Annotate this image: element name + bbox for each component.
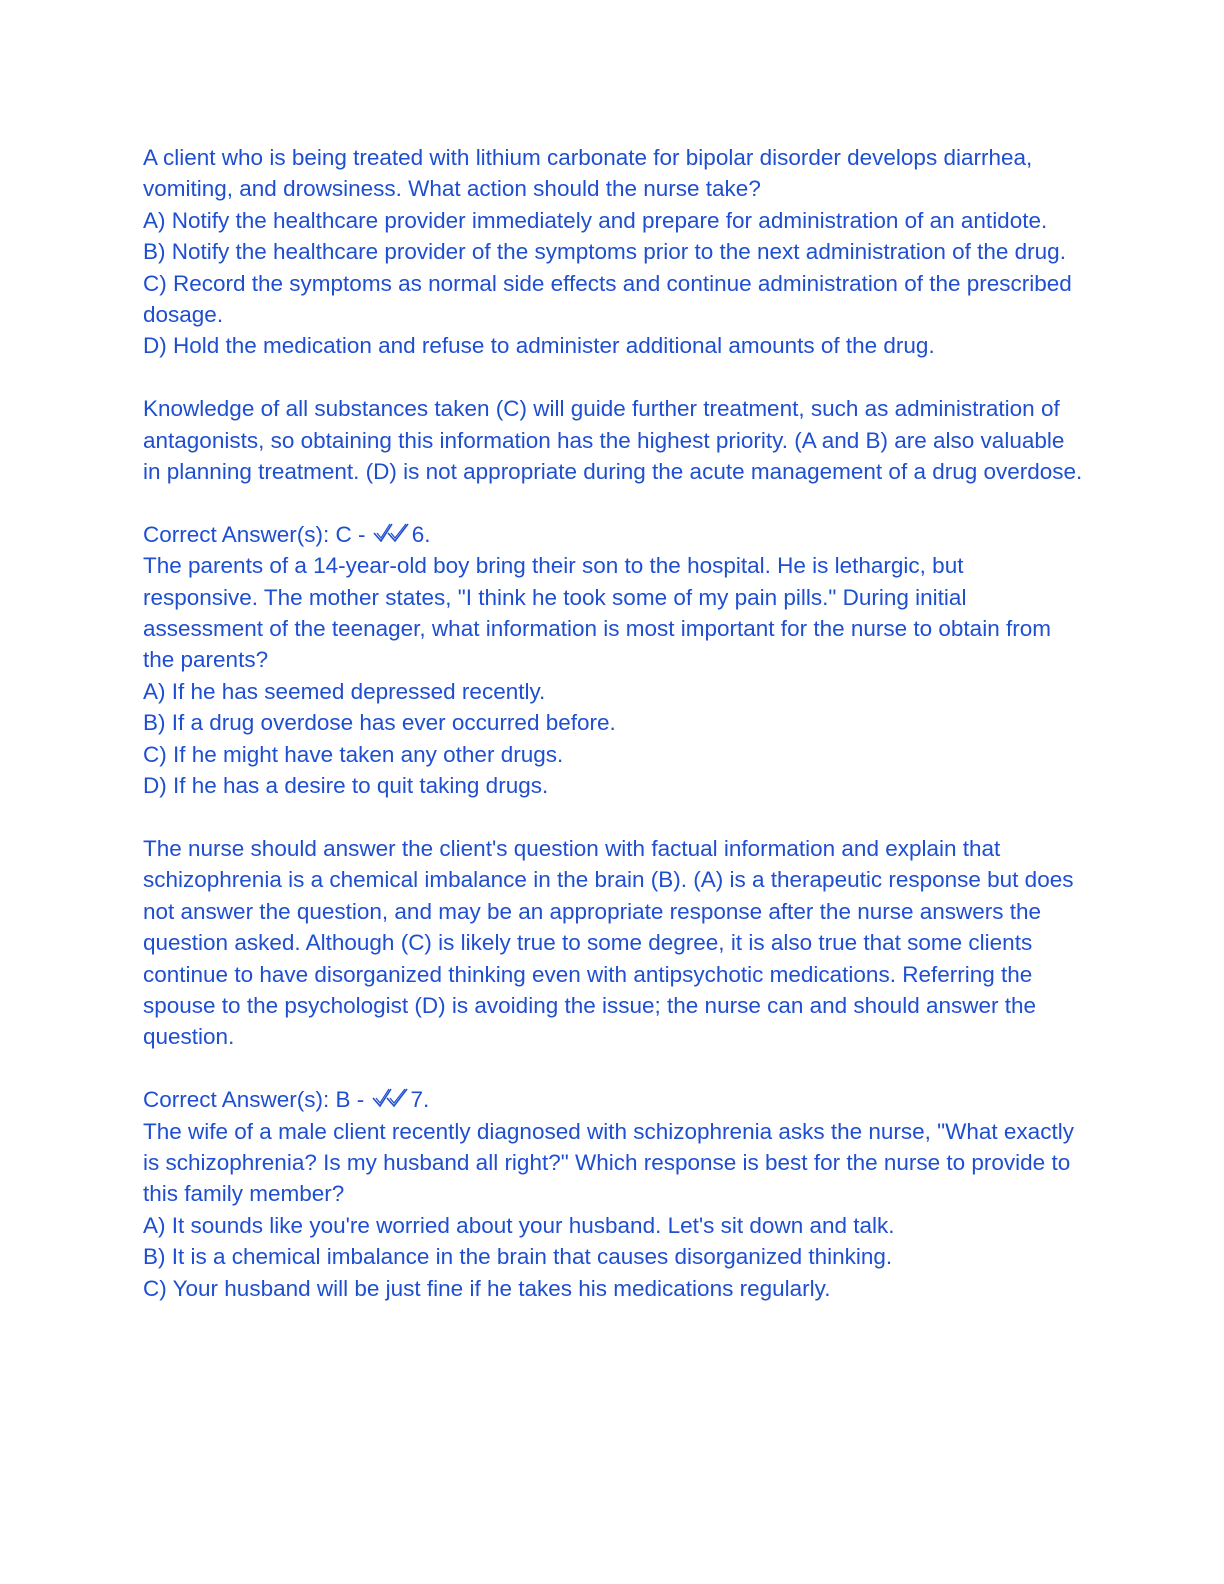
spacer <box>143 1053 1083 1084</box>
question-6-rationale: The nurse should answer the client's question with factual information and explain that schizophrenia is a chemical imbalance in the brain (B). (A) is a therapeutic response but does not answer the question, and may be an appropriate response after the nurse answers the question asked. Although (C) is likely true to some degree, it is also true that some clients continue to have disorganized thinking even with antipsychotic medications. Referring the spouse to the psychologist (D) is avoiding the issue; the nurse can and should answer the question. <box>143 835 1074 1050</box>
question-5-option-b: B) Notify the healthcare provider of the symptoms prior to the next administration of the drug. <box>143 239 1066 265</box>
spacer <box>143 802 1083 833</box>
question-6-stem: The parents of a 14-year-old boy bring their son to the hospital. He is lethargic, but responsive. The mother states, "I think he took some of my pain pills." During initial assessment of the teenager, what information is most important for the nurse to obtain from the parents? <box>143 553 1051 673</box>
question-6-option-a: A) If he has seemed depressed recently. <box>143 678 546 704</box>
question-7-option-a: A) It sounds like you're worried about your husband. Let's sit down and talk. <box>143 1212 895 1238</box>
next-question-number: 6. <box>411 521 431 547</box>
double-check-icon <box>371 1086 411 1110</box>
answer-label: Correct Answer(s): C - <box>143 521 372 547</box>
answer-label: Correct Answer(s): B - <box>143 1087 371 1113</box>
question-6-option-d: D) If he has a desire to quit taking drugs. <box>143 773 549 799</box>
question-7-option-b: B) It is a chemical imbalance in the brain that causes disorganized thinking. <box>143 1244 893 1270</box>
question-5-option-d: D) Hold the medication and refuse to administer additional amounts of the drug. <box>143 333 935 359</box>
spacer <box>143 362 1083 393</box>
next-question-number: 7. <box>410 1087 430 1113</box>
double-check-icon <box>372 521 412 545</box>
question-5-stem: A client who is being treated with lithium carbonate for bipolar disorder develops diarrhea, vomiting, and drowsiness. What action should the nurse take? <box>143 145 1033 202</box>
question-7-option-c: C) Your husband will be just fine if he takes his medications regularly. <box>143 1275 831 1301</box>
document-page <box>143 142 1083 1304</box>
question-5-correct-answer <box>143 519 1083 550</box>
question-7-stem: The wife of a male client recently diagnosed with schizophrenia asks the nurse, "What exactly is schizophrenia? Is my husband all right?" Which response is best for the nurse to provide to this family member? <box>143 1118 1074 1207</box>
question-6-option-c: C) If he might have taken any other drugs. <box>143 741 564 767</box>
question-5-option-c: C) Record the symptoms as normal side effects and continue administration of the prescribed dosage. <box>143 270 1072 328</box>
spacer <box>143 487 1083 518</box>
question-5-option-a: A) Notify the healthcare provider immediately and prepare for administration of an antidote. <box>143 207 1048 233</box>
question-6-correct-answer <box>143 1084 1083 1115</box>
question-6-option-b: B) If a drug overdose has ever occurred before. <box>143 710 616 736</box>
question-5-rationale: Knowledge of all substances taken (C) will guide further treatment, such as administration of antagonists, so obtaining this information has the highest priority. (A and B) are also valuable in planning treatment. (D) is not appropriate during the acute management of a drug overdose. <box>143 396 1083 485</box>
